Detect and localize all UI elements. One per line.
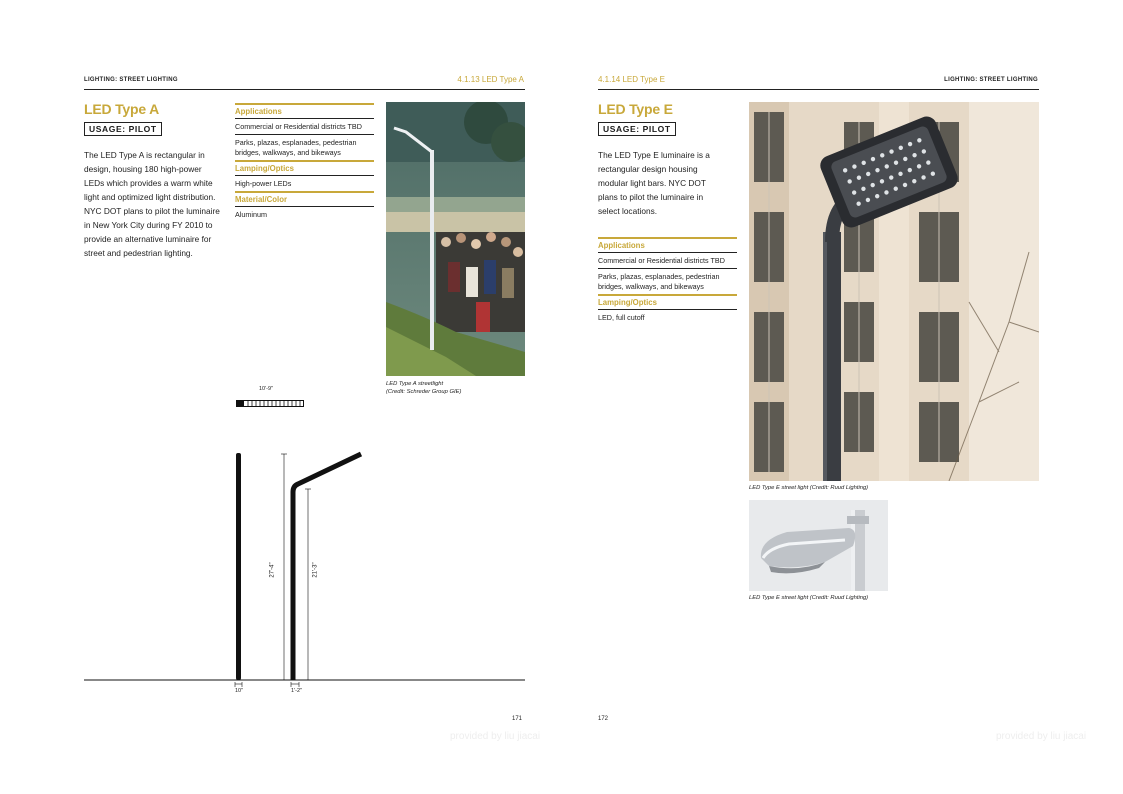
- height-label-1: 27'-4": [269, 562, 276, 578]
- height-label-2: 21'-3": [312, 562, 319, 578]
- right-spec-lamping-heading: Lamping/Optics: [598, 294, 737, 310]
- left-watermark: provided by liu jiacai: [450, 731, 541, 742]
- left-spec-material-item: Aluminum: [235, 210, 267, 219]
- left-description: The LED Type A is rectangular in design, housing 180 high-power LEDs which provides a warm white light and optimized light distribution. NYC DOT plans to pilot the luminaire in New York City during FY 2010 to provide an alternative luminaire for street and pedestrian lighting.: [84, 150, 220, 258]
- right-spec-applications-item: Parks, plazas, esplanades, pedestrian bridges, walkways, and bikeways: [598, 272, 720, 291]
- left-photo-caption-2: (Credit: Schreder Group GIE): [386, 389, 462, 395]
- elevation-diagram: [84, 440, 525, 700]
- left-title: LED Type A: [84, 101, 160, 117]
- right-description: The LED Type E luminaire is a rectangular design housing modular light bars. NYC DOT plans to pilot the luminaire in select locations.: [598, 150, 710, 216]
- left-header-rule: [84, 89, 525, 90]
- left-spec-table: [235, 103, 374, 222]
- right-spec-applications-heading: Applications: [598, 237, 737, 253]
- left-header-number: 4.1.13 LED Type A: [457, 75, 524, 84]
- led-type-a-photo: [386, 102, 525, 376]
- left-photo-caption-1: LED Type A streetlight: [386, 381, 444, 387]
- left-page-number: 171: [512, 716, 523, 722]
- left-spec-material-heading: Material/Color: [235, 191, 374, 207]
- right-spec-lamping-item: LED, full cutoff: [598, 313, 645, 322]
- width-label-1: 10": [235, 688, 244, 694]
- left-spec-applications-heading: Applications: [235, 103, 374, 119]
- left-usage-badge: USAGE: PILOT: [84, 122, 162, 136]
- width-label-2: 1'-2": [291, 688, 302, 694]
- left-spec-lamping-heading: Lamping/Optics: [235, 160, 374, 176]
- right-usage-badge: USAGE: PILOT: [598, 122, 676, 136]
- left-spec-applications-item: Parks, plazas, esplanades, pedestrian bridges, walkways, and bikeways: [235, 138, 357, 157]
- right-watermark: provided by liu jiacai: [996, 731, 1087, 742]
- right-header-section: LIGHTING: STREET LIGHTING: [944, 77, 1038, 83]
- right-photo-caption-2: LED Type E street light (Credit: Ruud Lighting): [749, 595, 869, 601]
- scale-label: 10'-9": [259, 386, 274, 392]
- right-spec-applications-item: Commercial or Residential districts TBD: [598, 253, 737, 269]
- scale-bar: [236, 400, 304, 407]
- right-header-rule: [598, 89, 1039, 90]
- right-header-number: 4.1.14 LED Type E: [598, 75, 666, 84]
- left-spec-lamping-item: High-power LEDs: [235, 179, 292, 188]
- right-spec-table: [598, 237, 737, 325]
- right-photo-caption-1: LED Type E street light (Credit: Ruud Lighting): [749, 485, 869, 491]
- left-header-section: LIGHTING: STREET LIGHTING: [84, 77, 178, 83]
- left-spec-applications-item: Commercial or Residential districts TBD: [235, 119, 374, 135]
- right-page-number: 172: [598, 716, 609, 722]
- led-type-e-photo: [749, 102, 1039, 481]
- led-type-e-product-photo: [749, 500, 888, 591]
- right-title: LED Type E: [598, 101, 673, 117]
